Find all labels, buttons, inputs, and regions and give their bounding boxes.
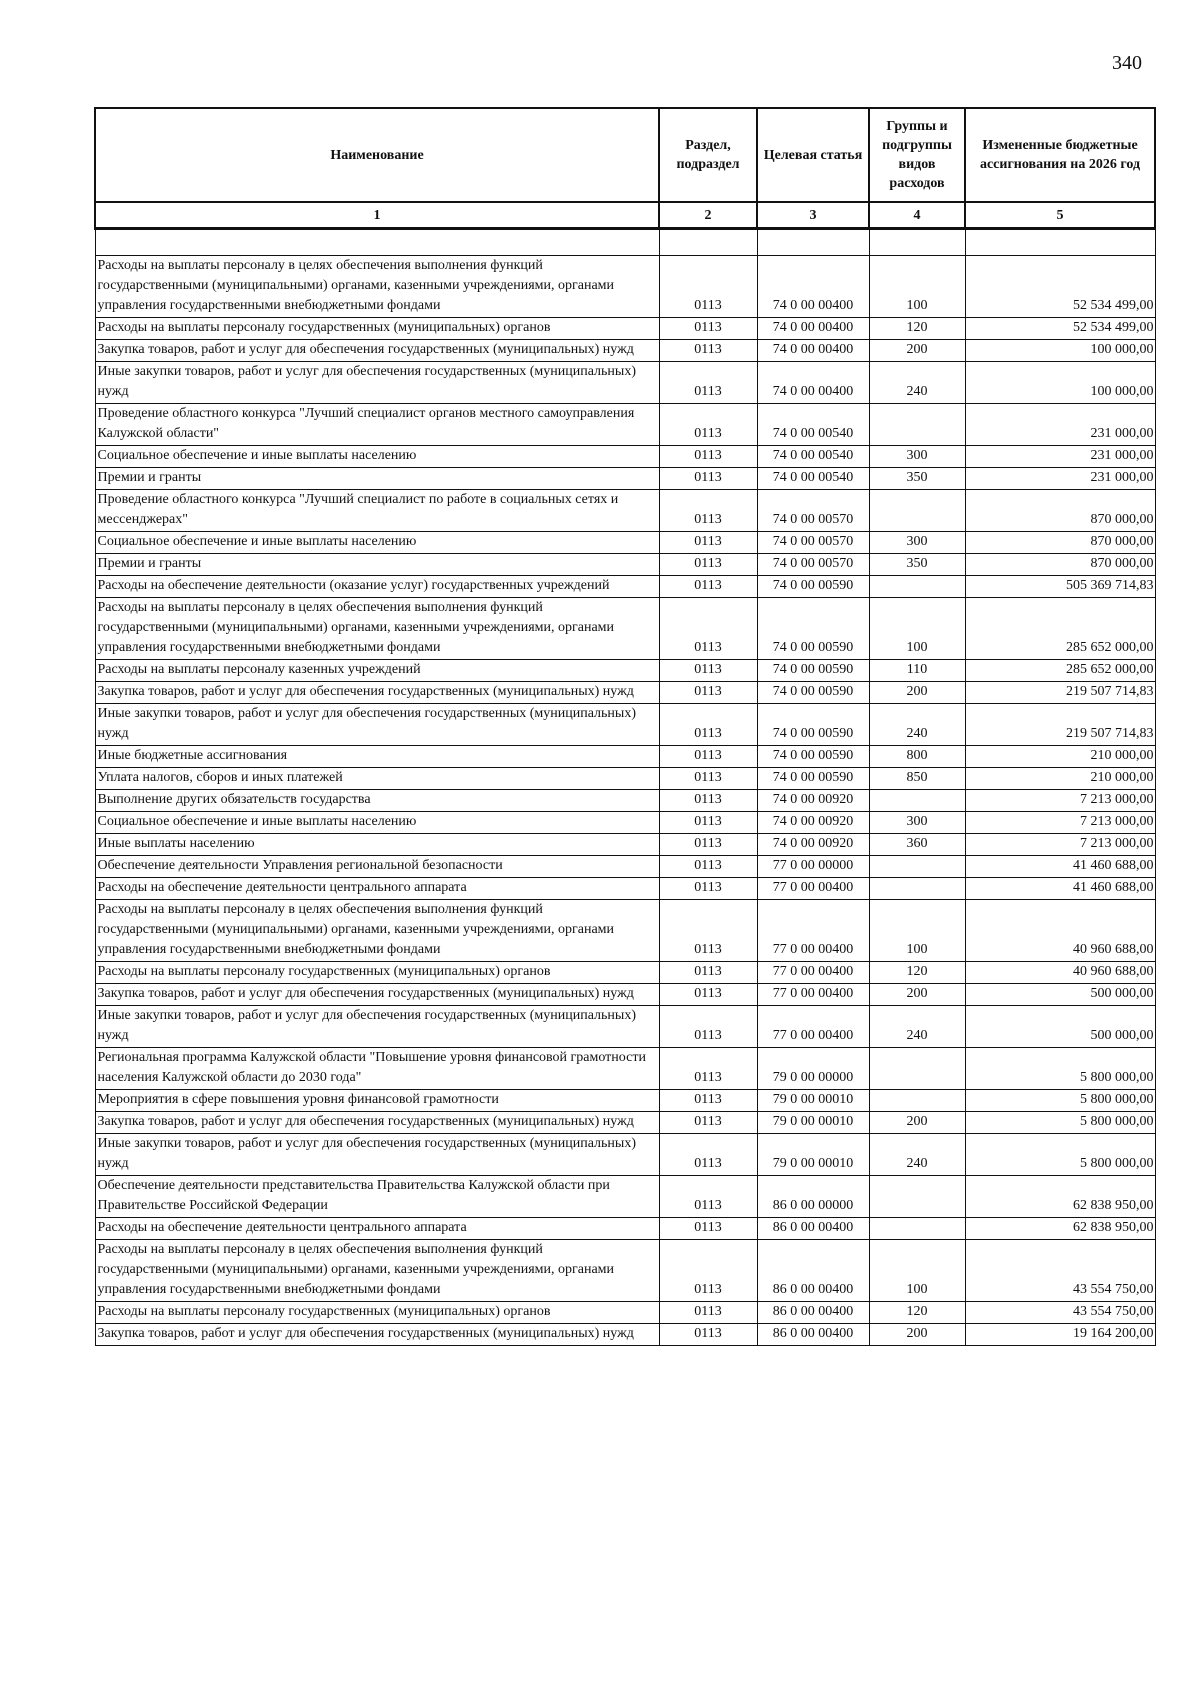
row-section: 0113	[659, 1176, 757, 1218]
row-group: 100	[869, 598, 965, 660]
column-number: 1	[95, 202, 659, 229]
table-row	[95, 834, 1155, 856]
row-target: 74 0 00 00590	[757, 598, 869, 660]
row-name: Мероприятия в сфере повышения уровня финансовой грамотности	[95, 1090, 659, 1112]
row-section: 0113	[659, 984, 757, 1006]
row-amount: 285 652 000,00	[965, 660, 1155, 682]
table-row	[95, 340, 1155, 362]
row-section: 0113	[659, 256, 757, 318]
table-body	[95, 229, 1155, 1346]
row-name: Расходы на выплаты персоналу в целях обеспечения выполнения функций государственными (муниципальными) органами, казенными учреждениями, органами управления государственными внебюджетными фондами	[95, 900, 659, 962]
row-group	[869, 856, 965, 878]
table-row	[95, 362, 1155, 404]
row-name: Иные выплаты населению	[95, 834, 659, 856]
row-group	[869, 490, 965, 532]
row-amount: 870 000,00	[965, 554, 1155, 576]
row-amount: 5 800 000,00	[965, 1112, 1155, 1134]
budget-table	[94, 107, 1156, 1346]
row-amount: 7 213 000,00	[965, 790, 1155, 812]
row-amount: 505 369 714,83	[965, 576, 1155, 598]
row-amount: 52 534 499,00	[965, 256, 1155, 318]
row-group: 240	[869, 1134, 965, 1176]
row-amount: 43 554 750,00	[965, 1240, 1155, 1302]
row-name: Расходы на выплаты персоналу государственных (муниципальных) органов	[95, 962, 659, 984]
row-section: 0113	[659, 404, 757, 446]
row-name: Расходы на обеспечение деятельности центрального аппарата	[95, 1218, 659, 1240]
row-section: 0113	[659, 554, 757, 576]
table-row	[95, 576, 1155, 598]
row-group: 240	[869, 1006, 965, 1048]
row-name: Обеспечение деятельности Управления региональной безопасности	[95, 856, 659, 878]
row-name: Премии и гранты	[95, 554, 659, 576]
table-row	[95, 1324, 1155, 1346]
row-amount: 210 000,00	[965, 768, 1155, 790]
row-name: Расходы на выплаты персоналу в целях обеспечения выполнения функций государственными (муниципальными) органами, казенными учреждениями, органами управления государственными внебюджетными фондами	[95, 256, 659, 318]
row-group: 240	[869, 362, 965, 404]
row-group: 100	[869, 900, 965, 962]
row-group	[869, 790, 965, 812]
row-amount: 870 000,00	[965, 532, 1155, 554]
row-amount: 231 000,00	[965, 446, 1155, 468]
row-target: 74 0 00 00590	[757, 704, 869, 746]
row-name: Проведение областного конкурса "Лучший специалист по работе в социальных сетях и мессенджерах"	[95, 490, 659, 532]
row-group: 240	[869, 704, 965, 746]
row-name: Выполнение других обязательств государства	[95, 790, 659, 812]
row-name: Расходы на выплаты персоналу в целях обеспечения выполнения функций государственными (муниципальными) органами, казенными учреждениями, органами управления государственными внебюджетными фондами	[95, 598, 659, 660]
row-section: 0113	[659, 660, 757, 682]
row-target: 77 0 00 00000	[757, 856, 869, 878]
row-amount: 62 838 950,00	[965, 1218, 1155, 1240]
table-row	[95, 598, 1155, 660]
row-section: 0113	[659, 1240, 757, 1302]
row-group: 100	[869, 256, 965, 318]
column-number: 4	[869, 202, 965, 229]
row-target: 77 0 00 00400	[757, 900, 869, 962]
row-section: 0113	[659, 532, 757, 554]
row-target: 74 0 00 00590	[757, 576, 869, 598]
row-section: 0113	[659, 340, 757, 362]
row-name: Закупка товаров, работ и услуг для обеспечения государственных (муниципальных) нужд	[95, 682, 659, 704]
row-section: 0113	[659, 746, 757, 768]
row-amount: 40 960 688,00	[965, 900, 1155, 962]
row-group: 300	[869, 446, 965, 468]
row-amount: 500 000,00	[965, 1006, 1155, 1048]
row-group: 200	[869, 984, 965, 1006]
row-name: Расходы на выплаты персоналу казенных учреждений	[95, 660, 659, 682]
row-section: 0113	[659, 1302, 757, 1324]
spacer-row	[95, 229, 1155, 256]
row-target: 74 0 00 00590	[757, 768, 869, 790]
row-section: 0113	[659, 1112, 757, 1134]
row-target: 74 0 00 00920	[757, 790, 869, 812]
row-target: 74 0 00 00400	[757, 362, 869, 404]
row-group: 200	[869, 1324, 965, 1346]
row-name: Расходы на выплаты персоналу государственных (муниципальных) органов	[95, 1302, 659, 1324]
row-name: Иные бюджетные ассигнования	[95, 746, 659, 768]
row-section: 0113	[659, 878, 757, 900]
row-name: Премии и гранты	[95, 468, 659, 490]
column-number: 2	[659, 202, 757, 229]
row-amount: 40 960 688,00	[965, 962, 1155, 984]
row-target: 79 0 00 00010	[757, 1134, 869, 1176]
row-name: Расходы на выплаты персоналу в целях обеспечения выполнения функций государственными (муниципальными) органами, казенными учреждениями, органами управления государственными внебюджетными фондами	[95, 1240, 659, 1302]
row-group	[869, 878, 965, 900]
row-amount: 870 000,00	[965, 490, 1155, 532]
table-row	[95, 532, 1155, 554]
row-target: 79 0 00 00000	[757, 1048, 869, 1090]
row-target: 74 0 00 00540	[757, 468, 869, 490]
row-section: 0113	[659, 1324, 757, 1346]
row-name: Региональная программа Калужской области "Повышение уровня финансовой грамотности населения Калужской области до 2030 года"	[95, 1048, 659, 1090]
row-amount: 62 838 950,00	[965, 1176, 1155, 1218]
row-section: 0113	[659, 1218, 757, 1240]
row-name: Иные закупки товаров, работ и услуг для обеспечения государственных (муниципальных) нужд	[95, 362, 659, 404]
row-name: Иные закупки товаров, работ и услуг для обеспечения государственных (муниципальных) нужд	[95, 1134, 659, 1176]
row-name: Иные закупки товаров, работ и услуг для обеспечения государственных (муниципальных) нужд	[95, 1006, 659, 1048]
row-group: 300	[869, 812, 965, 834]
row-section: 0113	[659, 704, 757, 746]
row-section: 0113	[659, 318, 757, 340]
row-amount: 210 000,00	[965, 746, 1155, 768]
row-group	[869, 1218, 965, 1240]
row-group: 850	[869, 768, 965, 790]
row-section: 0113	[659, 598, 757, 660]
table-row	[95, 900, 1155, 962]
row-group	[869, 404, 965, 446]
row-section: 0113	[659, 682, 757, 704]
table-row	[95, 1240, 1155, 1302]
table-row	[95, 1090, 1155, 1112]
row-target: 77 0 00 00400	[757, 984, 869, 1006]
row-name: Обеспечение деятельности представительства Правительства Калужской области при Правительстве Российской Федерации	[95, 1176, 659, 1218]
row-section: 0113	[659, 768, 757, 790]
table-row	[95, 554, 1155, 576]
header-amount: Измененные бюджетные ассигнования на 2026 год	[965, 108, 1155, 202]
row-name: Расходы на обеспечение деятельности (оказание услуг) государственных учреждений	[95, 576, 659, 598]
row-name: Расходы на выплаты персоналу государственных (муниципальных) органов	[95, 318, 659, 340]
row-amount: 43 554 750,00	[965, 1302, 1155, 1324]
row-name: Социальное обеспечение и иные выплаты населению	[95, 532, 659, 554]
row-section: 0113	[659, 362, 757, 404]
row-group	[869, 1176, 965, 1218]
row-section: 0113	[659, 576, 757, 598]
row-name: Закупка товаров, работ и услуг для обеспечения государственных (муниципальных) нужд	[95, 984, 659, 1006]
table-row	[95, 404, 1155, 446]
table-row	[95, 490, 1155, 532]
header-section: Раздел, подраздел	[659, 108, 757, 202]
row-target: 86 0 00 00000	[757, 1176, 869, 1218]
row-section: 0113	[659, 1134, 757, 1176]
row-group: 200	[869, 1112, 965, 1134]
table-row	[95, 878, 1155, 900]
page-number: 340	[1112, 52, 1142, 74]
table-row	[95, 768, 1155, 790]
column-number: 5	[965, 202, 1155, 229]
column-number: 3	[757, 202, 869, 229]
row-name: Проведение областного конкурса "Лучший специалист органов местного самоуправления Калужской области"	[95, 404, 659, 446]
row-section: 0113	[659, 468, 757, 490]
row-amount: 100 000,00	[965, 362, 1155, 404]
row-amount: 7 213 000,00	[965, 834, 1155, 856]
row-target: 86 0 00 00400	[757, 1240, 869, 1302]
row-amount: 100 000,00	[965, 340, 1155, 362]
row-group	[869, 1090, 965, 1112]
row-group: 360	[869, 834, 965, 856]
row-name: Уплата налогов, сборов и иных платежей	[95, 768, 659, 790]
table-row	[95, 660, 1155, 682]
table-row	[95, 318, 1155, 340]
row-target: 74 0 00 00920	[757, 812, 869, 834]
row-name: Социальное обеспечение и иные выплаты населению	[95, 812, 659, 834]
row-amount: 219 507 714,83	[965, 682, 1155, 704]
row-target: 74 0 00 00570	[757, 532, 869, 554]
row-group	[869, 576, 965, 598]
table-row	[95, 1218, 1155, 1240]
row-target: 86 0 00 00400	[757, 1218, 869, 1240]
row-group: 300	[869, 532, 965, 554]
row-group	[869, 1048, 965, 1090]
row-amount: 5 800 000,00	[965, 1048, 1155, 1090]
row-amount: 5 800 000,00	[965, 1090, 1155, 1112]
row-section: 0113	[659, 446, 757, 468]
row-amount: 231 000,00	[965, 468, 1155, 490]
row-group: 120	[869, 962, 965, 984]
table-row	[95, 446, 1155, 468]
table-row	[95, 1112, 1155, 1134]
table-row	[95, 790, 1155, 812]
row-target: 74 0 00 00590	[757, 746, 869, 768]
row-name: Расходы на обеспечение деятельности центрального аппарата	[95, 878, 659, 900]
row-amount: 500 000,00	[965, 984, 1155, 1006]
row-target: 74 0 00 00590	[757, 682, 869, 704]
row-group: 100	[869, 1240, 965, 1302]
row-target: 86 0 00 00400	[757, 1302, 869, 1324]
row-group: 350	[869, 554, 965, 576]
row-section: 0113	[659, 1006, 757, 1048]
row-amount: 41 460 688,00	[965, 856, 1155, 878]
row-group: 200	[869, 340, 965, 362]
table-row	[95, 468, 1155, 490]
table-row	[95, 1006, 1155, 1048]
row-name: Закупка товаров, работ и услуг для обеспечения государственных (муниципальных) нужд	[95, 1324, 659, 1346]
row-target: 74 0 00 00570	[757, 554, 869, 576]
row-amount: 285 652 000,00	[965, 598, 1155, 660]
row-amount: 7 213 000,00	[965, 812, 1155, 834]
row-section: 0113	[659, 812, 757, 834]
row-target: 74 0 00 00400	[757, 318, 869, 340]
row-target: 79 0 00 00010	[757, 1112, 869, 1134]
row-target: 74 0 00 00570	[757, 490, 869, 532]
table-row	[95, 962, 1155, 984]
table-header	[95, 108, 1155, 229]
row-group: 200	[869, 682, 965, 704]
row-section: 0113	[659, 834, 757, 856]
row-group: 110	[869, 660, 965, 682]
row-group: 120	[869, 318, 965, 340]
row-section: 0113	[659, 1048, 757, 1090]
row-target: 74 0 00 00540	[757, 404, 869, 446]
table-row	[95, 704, 1155, 746]
row-target: 77 0 00 00400	[757, 878, 869, 900]
row-target: 77 0 00 00400	[757, 1006, 869, 1048]
row-target: 74 0 00 00920	[757, 834, 869, 856]
row-section: 0113	[659, 790, 757, 812]
table-row	[95, 984, 1155, 1006]
row-amount: 41 460 688,00	[965, 878, 1155, 900]
row-section: 0113	[659, 962, 757, 984]
row-amount: 219 507 714,83	[965, 704, 1155, 746]
table-row	[95, 856, 1155, 878]
table-row	[95, 1134, 1155, 1176]
table-row	[95, 1302, 1155, 1324]
row-section: 0113	[659, 490, 757, 532]
row-group: 120	[869, 1302, 965, 1324]
header-target: Целевая статья	[757, 108, 869, 202]
row-amount: 231 000,00	[965, 404, 1155, 446]
table-row	[95, 256, 1155, 318]
table-row	[95, 1176, 1155, 1218]
table-row	[95, 1048, 1155, 1090]
row-target: 79 0 00 00010	[757, 1090, 869, 1112]
row-name: Закупка товаров, работ и услуг для обеспечения государственных (муниципальных) нужд	[95, 340, 659, 362]
row-name: Закупка товаров, работ и услуг для обеспечения государственных (муниципальных) нужд	[95, 1112, 659, 1134]
header-groups: Группы и подгруппы видов расходов	[869, 108, 965, 202]
header-name: Наименование	[95, 108, 659, 202]
row-section: 0113	[659, 900, 757, 962]
row-target: 74 0 00 00540	[757, 446, 869, 468]
row-section: 0113	[659, 856, 757, 878]
row-name: Иные закупки товаров, работ и услуг для обеспечения государственных (муниципальных) нужд	[95, 704, 659, 746]
table-row	[95, 746, 1155, 768]
row-name: Социальное обеспечение и иные выплаты населению	[95, 446, 659, 468]
row-group: 800	[869, 746, 965, 768]
row-target: 74 0 00 00590	[757, 660, 869, 682]
row-target: 74 0 00 00400	[757, 340, 869, 362]
row-amount: 52 534 499,00	[965, 318, 1155, 340]
table-row	[95, 812, 1155, 834]
row-amount: 5 800 000,00	[965, 1134, 1155, 1176]
row-section: 0113	[659, 1090, 757, 1112]
row-target: 86 0 00 00400	[757, 1324, 869, 1346]
row-group: 350	[869, 468, 965, 490]
row-target: 77 0 00 00400	[757, 962, 869, 984]
table-row	[95, 682, 1155, 704]
row-amount: 19 164 200,00	[965, 1324, 1155, 1346]
row-target: 74 0 00 00400	[757, 256, 869, 318]
